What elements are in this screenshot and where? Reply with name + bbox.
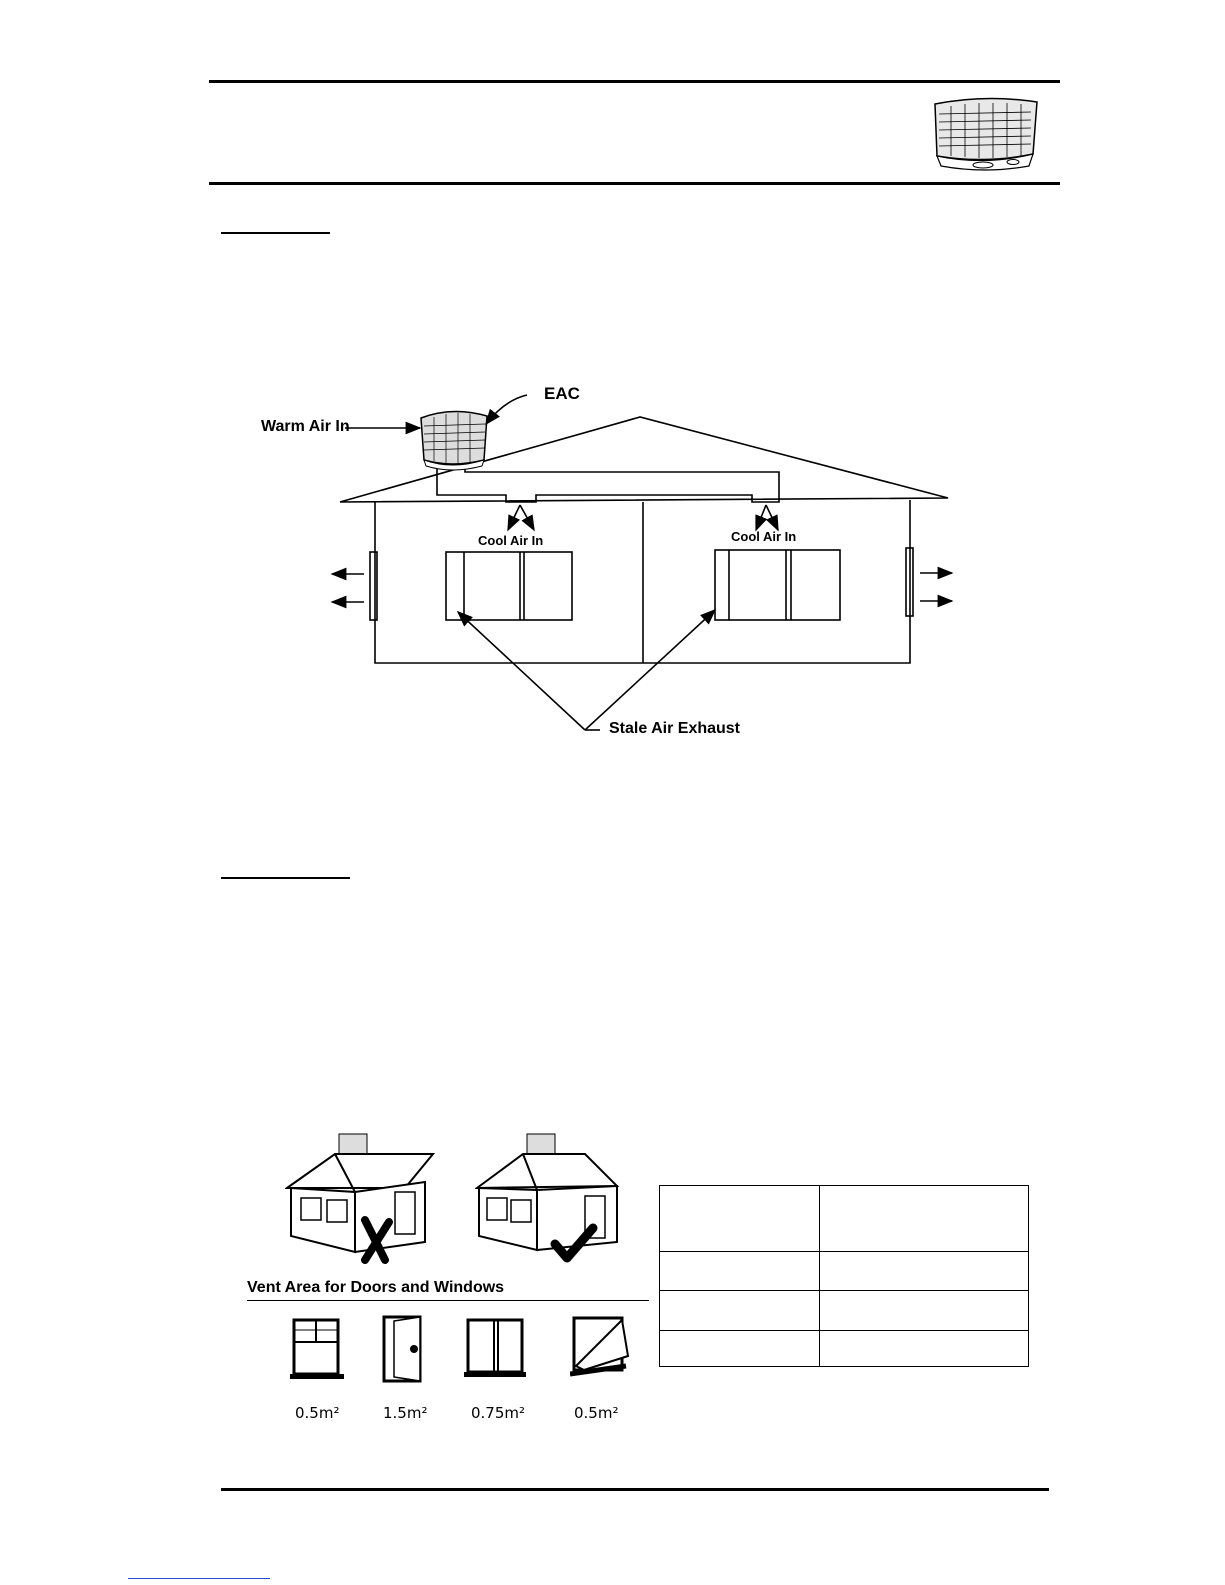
table-cell	[820, 1291, 1029, 1331]
roof-cooler	[527, 1134, 555, 1154]
label-stale-air-exhaust: Stale Air Exhaust	[609, 720, 741, 737]
header-top-rule	[209, 80, 1060, 83]
table-cell	[820, 1186, 1029, 1252]
label-cool-air-in-right: Cool Air In	[731, 529, 797, 544]
duct	[437, 456, 779, 502]
table-row	[660, 1331, 1029, 1367]
page-edge-link-line	[128, 1578, 270, 1579]
house-cross-illustration	[285, 1132, 445, 1267]
vent-area-heading-rule	[247, 1300, 649, 1301]
window-left	[446, 552, 572, 620]
table-row	[660, 1252, 1029, 1291]
label-cool-air-in-left: Cool Air In	[478, 533, 544, 548]
sliding-window-icon	[464, 1318, 526, 1378]
vent-value-door: 1.5m²	[383, 1404, 428, 1422]
header-bottom-rule	[209, 182, 1060, 185]
airflow-house-diagram	[250, 380, 960, 750]
vent-value-awning-window: 0.5m²	[574, 1404, 619, 1422]
sash-window-icon	[290, 1318, 344, 1380]
table-row	[660, 1291, 1029, 1331]
window-right	[715, 550, 840, 620]
vent-value-sliding-window: 0.75m²	[471, 1404, 526, 1422]
eac-unit	[421, 411, 487, 470]
vent-left	[370, 552, 377, 620]
awning-window-icon	[570, 1312, 632, 1378]
vent-area-table	[659, 1185, 1029, 1367]
vent-value-sash-window: 0.5m²	[295, 1404, 340, 1422]
table-cell	[660, 1331, 820, 1367]
section-heading-underline-1	[221, 232, 330, 234]
door-icon	[380, 1315, 426, 1385]
table-row	[660, 1186, 1029, 1252]
table-cell	[820, 1252, 1029, 1291]
section-heading-underline-2	[221, 877, 350, 879]
table-cell	[820, 1331, 1029, 1367]
label-eac: EAC	[544, 384, 580, 403]
label-warm-air-in: Warm Air In	[261, 418, 350, 435]
product-image	[925, 94, 1045, 172]
roof-cooler	[339, 1134, 367, 1154]
house-check-illustration	[475, 1132, 635, 1267]
vent-area-heading: Vent Area for Doors and Windows	[247, 1279, 505, 1296]
footer-rule	[221, 1488, 1049, 1491]
table-cell	[660, 1186, 820, 1252]
table-cell	[660, 1252, 820, 1291]
table-cell	[660, 1291, 820, 1331]
